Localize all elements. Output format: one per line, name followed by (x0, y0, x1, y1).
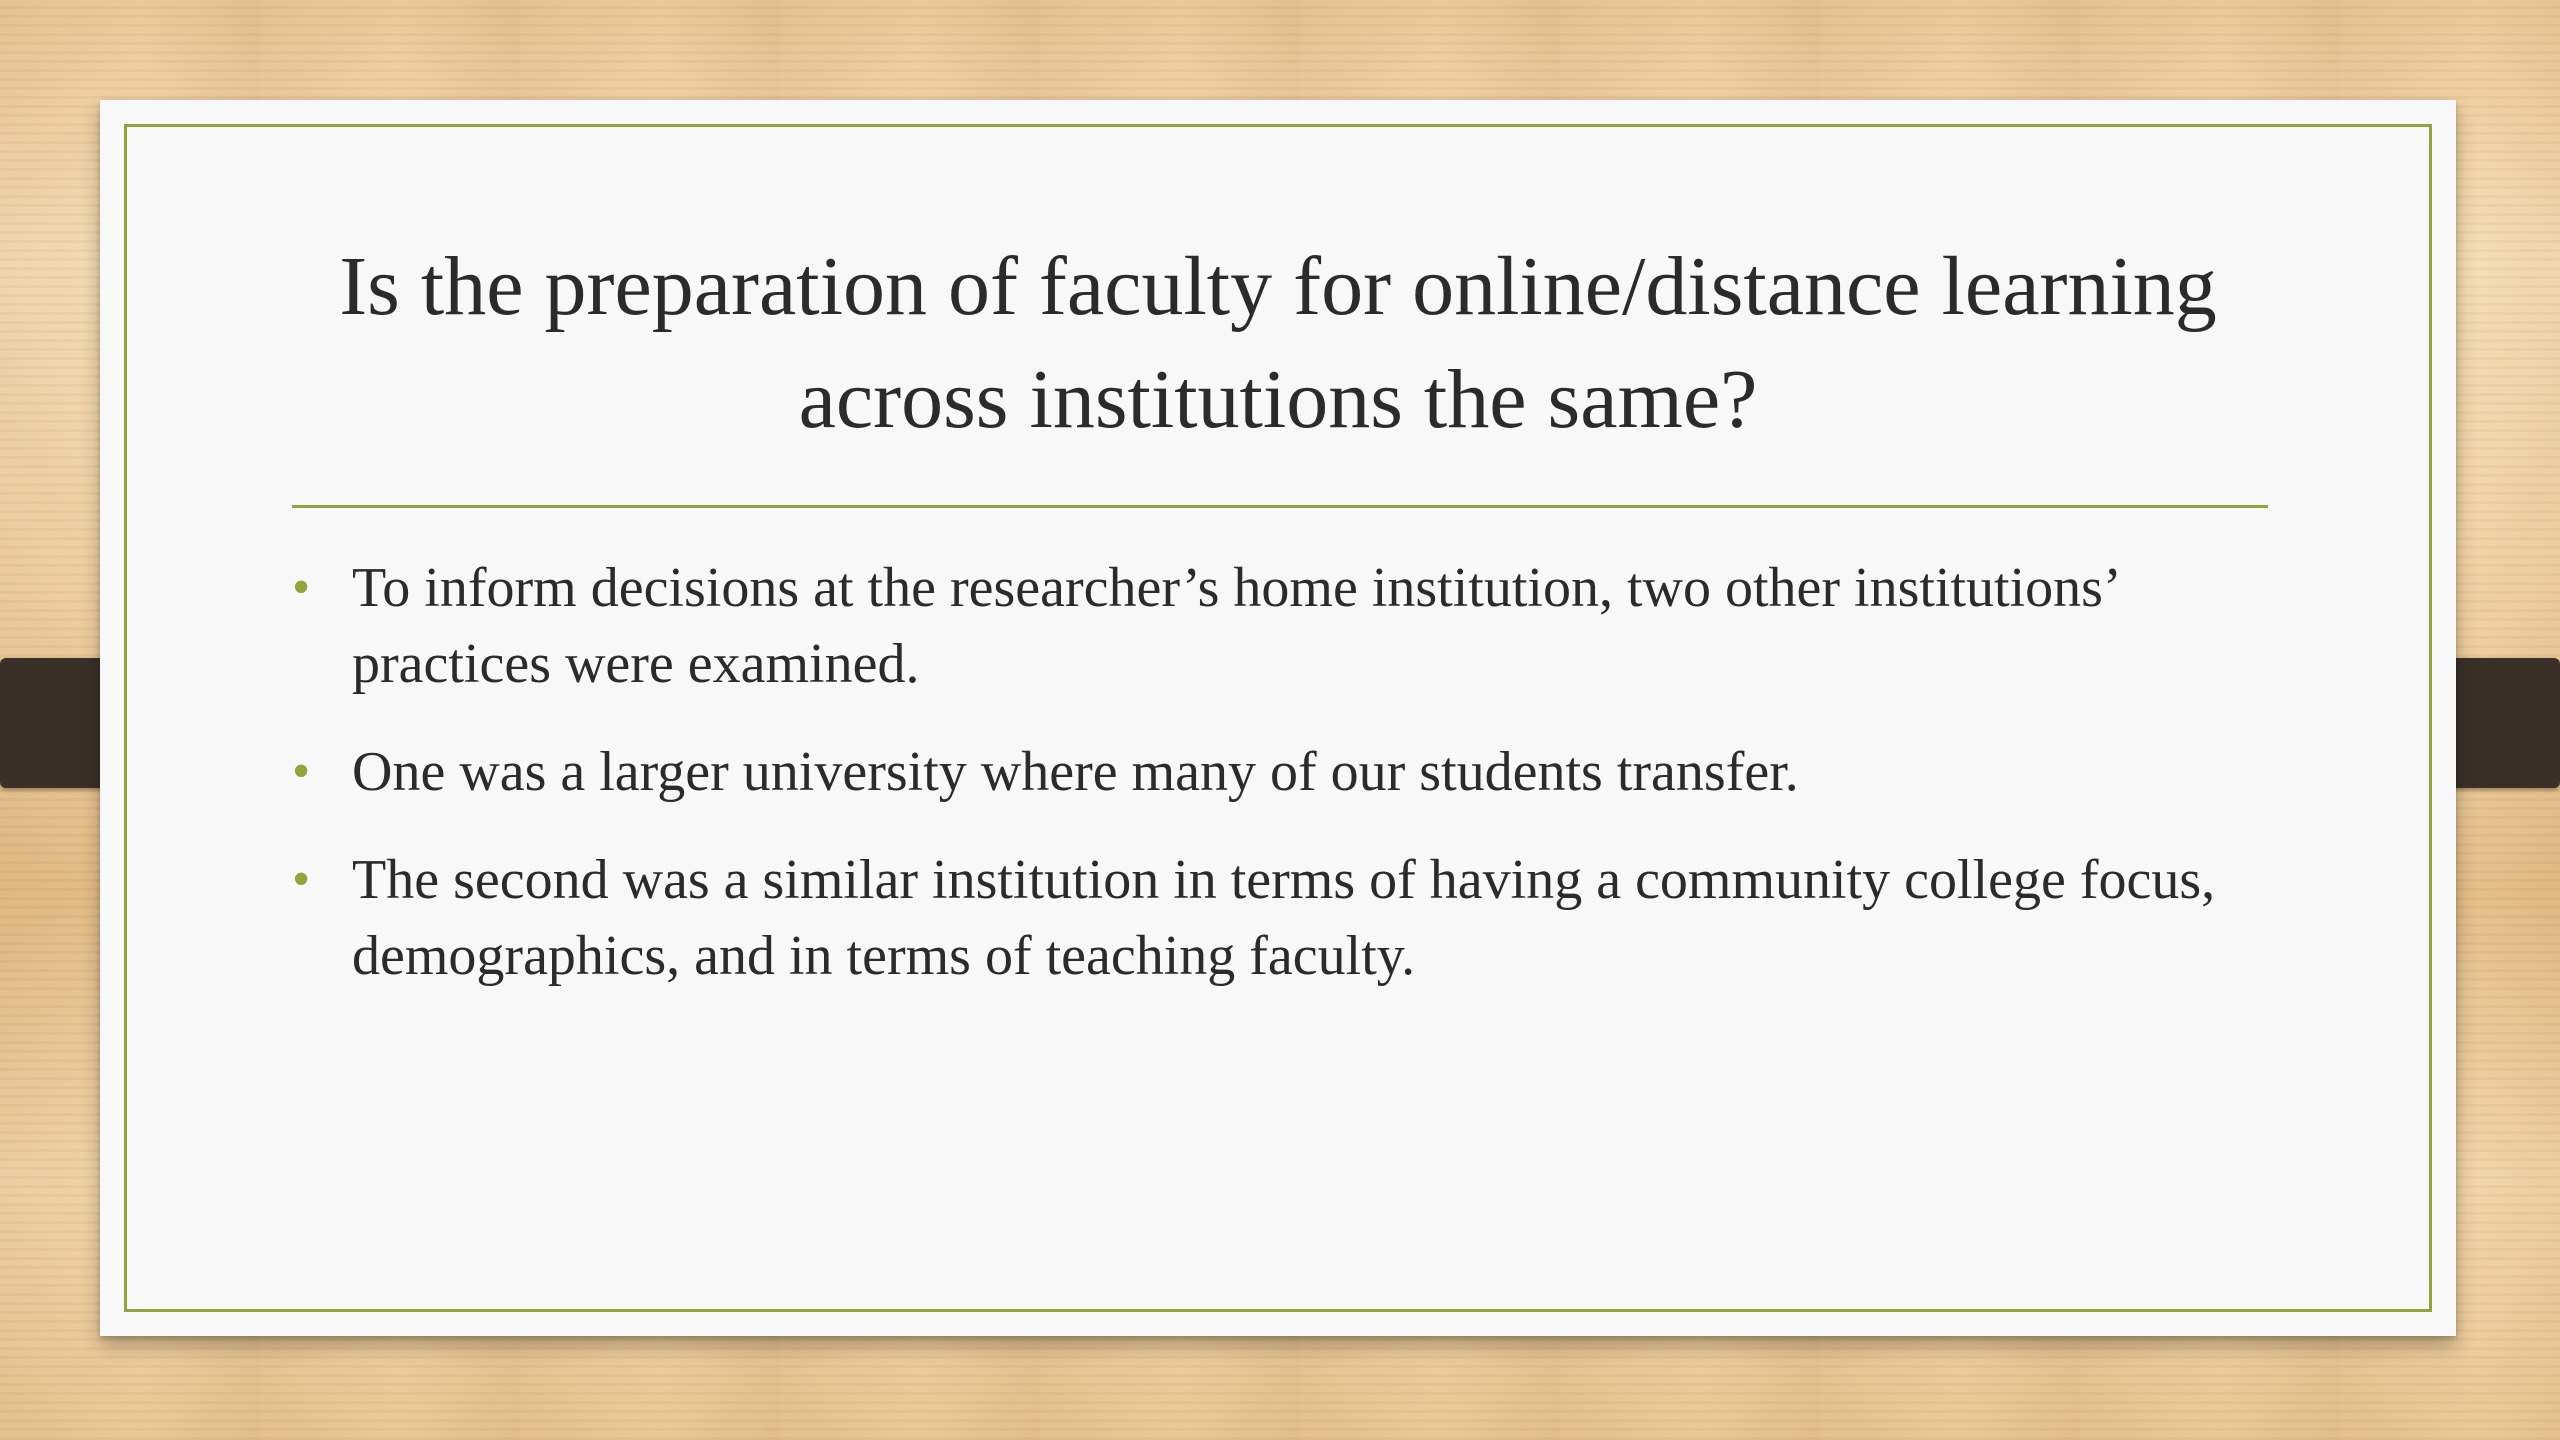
bullet-dot-icon: • (292, 851, 311, 908)
title-divider (292, 505, 2268, 508)
bullet-text: The second was a similar institution in terms of having a community college focus, demographics, and in terms of teaching faculty. (352, 849, 2216, 987)
bullet-list (292, 550, 2272, 1026)
bullet-item (292, 550, 2272, 702)
bullet-dot-icon: • (292, 743, 311, 800)
slide-paper (100, 100, 2456, 1336)
bullet-text: One was a larger university where many of our students transfer. (352, 741, 1799, 803)
bullet-text: To inform decisions at the researcher’s home institution, two other institutions’ practices were examined. (352, 557, 2118, 695)
bullet-item (292, 734, 2272, 810)
bullet-dot-icon: • (292, 559, 311, 616)
slide-title: Is the preparation of faculty for online/distance learning across institutions the same? (339, 240, 2217, 446)
bullet-item (292, 842, 2272, 994)
